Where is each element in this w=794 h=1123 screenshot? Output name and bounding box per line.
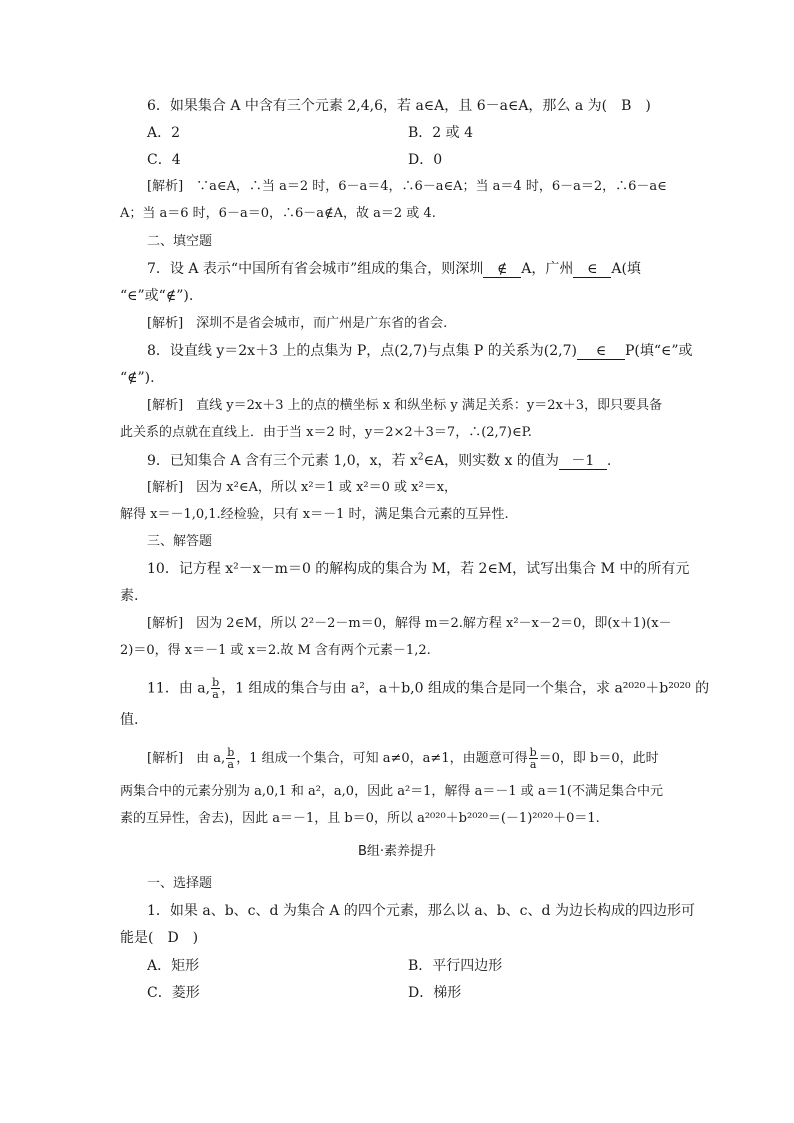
b1-option-a: A．矩形	[147, 958, 200, 974]
q10-analysis-line2: 2)＝0，得 x＝－1 或 x＝2.故 M 含有两个元素－1,2.	[120, 643, 431, 658]
q7-line1	[147, 259, 641, 279]
q9-text-pre: 9．已知集合 A 含有三个元素 1,0，x，若 x	[147, 453, 418, 469]
section-choice: 一、选择题	[147, 876, 213, 891]
q6-option-b: B．2 或 4	[408, 125, 474, 141]
q10-analysis-line1	[147, 614, 672, 634]
q7-text-mid: A，广州	[521, 261, 574, 277]
q6-analysis-line2: A；当 a＝6 时，6－a＝0，∴6－a∉A，故 a＝2 或 4.	[120, 206, 436, 221]
fraction-denominator: a	[529, 758, 537, 771]
q10-line2: 素.	[120, 588, 139, 604]
analysis-fraction-1	[226, 747, 235, 770]
q6-analysis-line1	[147, 177, 667, 197]
q8-analysis-line1	[147, 396, 662, 416]
q9-answer-blank: －1	[559, 453, 607, 470]
q6-option-d: D．0	[408, 152, 443, 168]
analysis-text-pre: 由 a,	[196, 751, 226, 766]
q8-text-pre: 8．设直线 y＝2x＋3 上的点集为 P，点(2,7)与点集 P 的关系为(2,7)	[147, 343, 577, 359]
q8-text-post: P(填“∈”或	[625, 343, 693, 359]
analysis-tag: [解析]	[147, 316, 184, 331]
q11-line1	[147, 677, 709, 700]
q9-analysis-line2: 解得 x＝－1,0,1.经检验，只有 x＝－1 时，满足集合元素的互异性.	[120, 507, 509, 522]
fraction-denominator: a	[227, 758, 234, 771]
analysis-text: 深圳不是省会城市，而广州是广东省的省会.	[196, 316, 448, 331]
analysis-text-post: ＝0，即 b＝0，此时	[538, 751, 659, 766]
q9-analysis-line1	[147, 478, 457, 498]
q7-line2: “∈”或“∉”).	[120, 288, 194, 304]
section-fill-in: 二、填空题	[147, 234, 213, 249]
section-solve: 三、解答题	[147, 534, 213, 549]
fraction-denominator: a	[212, 688, 219, 701]
q8-answer-blank: ∈	[577, 343, 625, 360]
q11-analysis-line2: 两集合中的元素分别为 a,0,1 和 a²，a,0，因此 a²＝1，解得 a＝－1 或 a＝1(不满足集合中元	[120, 784, 663, 799]
analysis-tag: [解析]	[147, 480, 184, 495]
analysis-tag: [解析]	[147, 179, 184, 194]
q11-analysis-line3: 素的互异性，舍去)，因此 a＝－1，且 b＝0，所以 a²⁰²⁰＋b²⁰²⁰＝(－1)²⁰²⁰＋0＝1.	[120, 811, 600, 826]
q7-analysis	[147, 314, 447, 334]
q7-answer-blank-2: ∈	[573, 261, 611, 278]
q11-text-pre: 11．由 a,	[147, 680, 211, 697]
q9-stem	[147, 451, 611, 471]
q11-line2: 值.	[120, 712, 139, 728]
q11-fraction	[211, 677, 220, 700]
analysis-tag: [解析]	[147, 751, 184, 766]
q8-analysis-line2: 此关系的点就在直线上．由于当 x＝2 时，y＝2×2＋3＝7，∴(2,7)∈P.	[120, 425, 532, 440]
fraction-numerator: b	[212, 676, 220, 689]
q7-text-post: A(填	[611, 261, 641, 277]
fraction-numerator: b	[227, 746, 235, 759]
analysis-text: 因为 x²∈A，所以 x²＝1 或 x²＝0 或 x²＝x，	[196, 480, 458, 495]
fraction-numerator: b	[529, 746, 537, 759]
q8-line1	[147, 341, 693, 361]
analysis-text: 因为 2∈M，所以 2²－2－m＝0，解得 m＝2.解方程 x²－x－2＝0，即(x＋1)(x－	[196, 616, 672, 631]
analysis-tag: [解析]	[147, 398, 184, 413]
q11-text-post: ，1 组成的集合与由 a²，a＋b,0 组成的集合是同一个集合，求 a²⁰²⁰＋b²⁰²⁰ 的	[221, 680, 710, 697]
q11-analysis-line1	[147, 747, 659, 770]
analysis-text-mid: ，1 组成一个集合，可知 a≠0，a≠1，由题意可得	[236, 751, 528, 766]
b1-option-c: C．菱形	[147, 985, 200, 1001]
q8-line2: “∉”).	[120, 370, 155, 386]
q6-option-a: A．2	[147, 125, 181, 141]
q9-text-post: .	[606, 453, 612, 469]
q6-option-c: C．4	[147, 152, 181, 168]
b1-line1: 1．如果 a、b、c、d 为集合 A 的四个元素，那么以 a、b、c、d 为边长构成的四边形可	[147, 903, 695, 919]
analysis-text: 直线 y＝2x＋3 上的点的横坐标 x 和纵坐标 y 满足关系：y＝2x＋3，即只要具备	[196, 398, 663, 413]
analysis-text: ∵a∈A，∴当 a＝2 时，6－a＝4，∴6－a∈A；当 a＝4 时，6－a＝2，∴6－a∈	[196, 179, 667, 194]
b1-option-d: D．梯形	[408, 985, 462, 1001]
b1-option-b: B．平行四边形	[408, 958, 503, 974]
q9-superscript: 2	[417, 452, 424, 463]
q10-line1: 10．记方程 x²－x－m＝0 的解构成的集合为 M，若 2∈M，试写出集合 M 中的所有元	[147, 561, 690, 577]
q6-stem: 6．如果集合 A 中含有三个元素 2,4,6，若 a∈A，且 6－a∈A，那么 a 为( B )	[147, 98, 651, 114]
q7-answer-blank-1: ∉	[483, 261, 521, 278]
analysis-tag: [解析]	[147, 616, 184, 631]
group-b-heading: B组·素养提升	[357, 844, 437, 859]
q9-text-mid: ∈A，则实数 x 的值为	[423, 453, 559, 469]
q7-text-pre: 7．设 A 表示“中国所有省会城市”组成的集合，则深圳	[147, 261, 484, 277]
analysis-fraction-2	[529, 747, 538, 770]
b1-line2: 能是( D )	[120, 930, 199, 946]
